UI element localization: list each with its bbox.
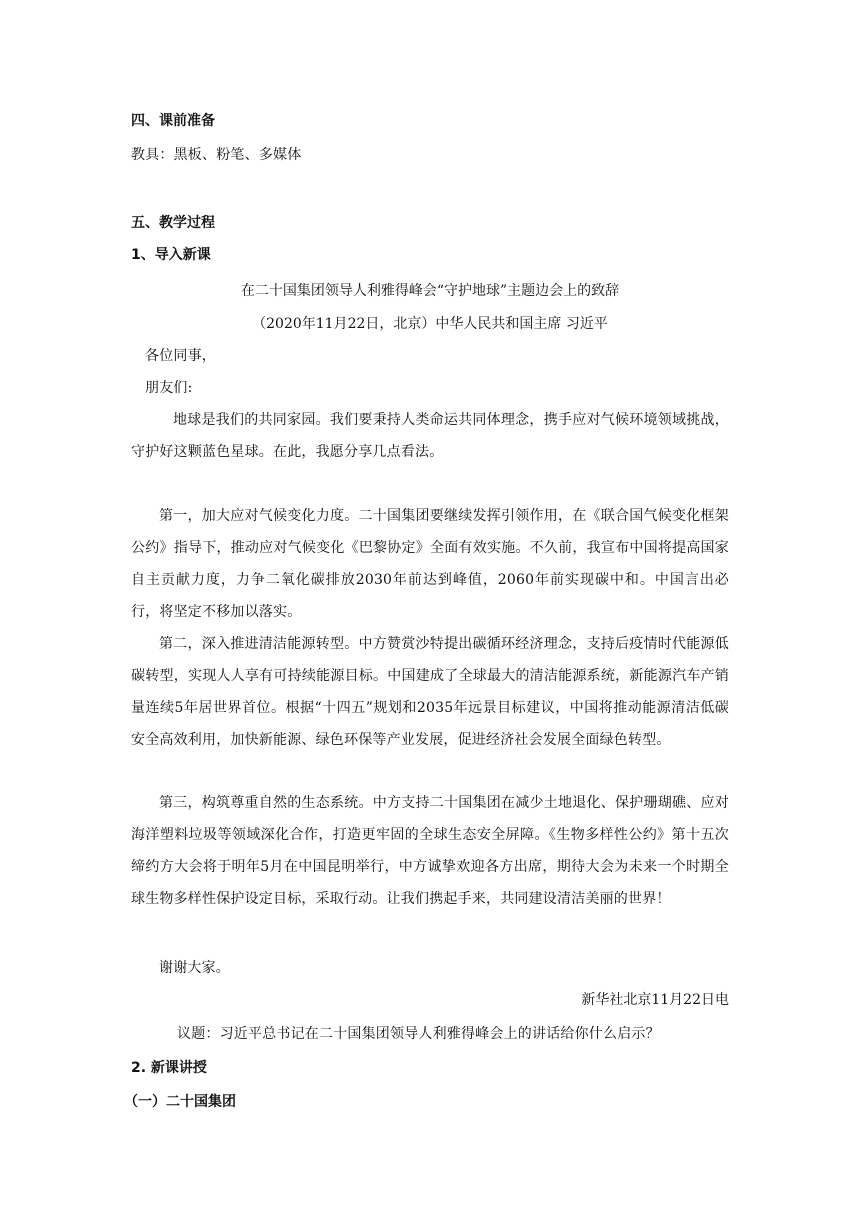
teaching-tools-line: 教具：黑板、粉笔、多媒体 (131, 147, 302, 163)
speech-title: 在二十国集团领导人利雅得峰会“守护地球”主题边会上的致辞 (240, 283, 620, 299)
speech-thanks: 谢谢大家。 (159, 960, 230, 976)
news-source: 新华社北京11月22日电 (581, 992, 729, 1008)
discussion-topic: 议题：习近平总书记在二十国集团领导人利雅得峰会上的讲话给你什么启示？ (177, 1026, 660, 1042)
subheading-g20: （一）二十国集团 (124, 1094, 236, 1110)
speech-byline: （2020年11月22日，北京）中华人民共和国主席 习近平 (252, 316, 608, 332)
speech-paragraph-4: 第三，构筑尊重自然的生态系统。中方支持二十国集团在减少土地退化、保护珊瑚礁、应对海洋塑料垃圾等领域深化合作，打造更牢固的全球生态安全屏障。《生物多样性公约》第十五次缔约方大会将于明年5月在中国昆明举行，中方诚挚欢迎各方出席，期待大会为未来一个时期全球生物多样性保护设定目标，采取行动。让我们携起手来，共同建设清洁美丽的世界！ (131, 795, 729, 907)
speech-paragraph-2: 第一，加大应对气候变化力度。二十国集团要继续发挥引领作用，在《联合国气候变化框架公约》指导下，推动应对气候变化《巴黎协定》全面有效实施。不久前，我宣布中国将提高国家自主贡献力度，力争二氧化碳排放2030年前达到峰值，2060年前实现碳中和。中国言出必行，将坚定不移加以落实。 (131, 508, 729, 620)
speech-paragraph-1: 地球是我们的共同家园。我们要秉持人类命运共同体理念，携手应对气候环境领域挑战，守护好这颗蓝色星球。在此，我愿分享几点看法。 (131, 412, 729, 460)
section-heading-preparation: 四、课前准备 (131, 113, 215, 129)
subheading-introduction: 1、导入新课 (131, 247, 211, 263)
speech-greeting-colleagues: 各位同事， (145, 348, 216, 364)
subheading-new-lesson: 2. 新课讲授 (131, 1060, 207, 1076)
speech-paragraph-3: 第二，深入推进清洁能源转型。中方赞赏沙特提出碳循环经济理念，支持后疫情时代能源低碳转型，实现人人享有可持续能源目标。中国建成了全球最大的清洁能源系统，新能源汽车产销量连续5年居世界首位。根据“十四五”规划和2035年远景目标建议，中国将推动能源清洁低碳安全高效利用，加快新能源、绿色环保等产业发展，促进经济社会发展全面绿色转型。 (131, 636, 729, 748)
section-heading-teaching-process: 五、教学过程 (131, 215, 215, 231)
speech-greeting-friends: 朋友们: (145, 380, 193, 396)
